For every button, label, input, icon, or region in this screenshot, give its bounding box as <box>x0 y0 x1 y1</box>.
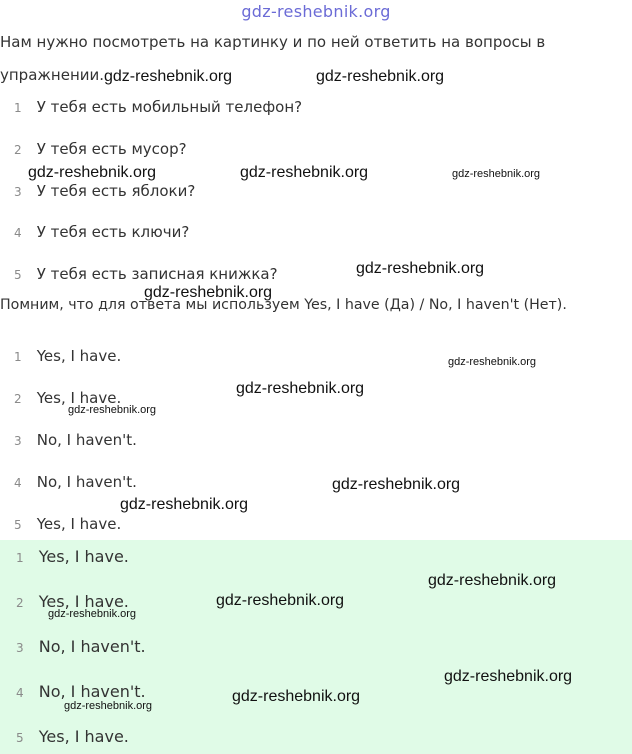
item-text: No, I haven't. <box>38 637 146 656</box>
list-item <box>14 97 302 116</box>
watermark-text: gdz-reshebnik.org <box>452 168 541 180</box>
item-text: Yes, I have. <box>36 515 122 533</box>
item-number: 2 <box>16 596 24 610</box>
watermark-text: gdz-reshebnik.org <box>216 592 345 609</box>
watermark-text: gdz-reshebnik.org <box>356 260 485 277</box>
item-text: No, I haven't. <box>38 682 146 701</box>
item-number: 2 <box>14 143 22 157</box>
item-number: 3 <box>14 434 22 448</box>
list-item <box>16 547 129 566</box>
item-text: У тебя есть мусор? <box>36 140 187 158</box>
item-number: 3 <box>14 185 22 199</box>
item-text: Yes, I have. <box>36 347 122 365</box>
list-item <box>14 181 195 200</box>
watermark-text: gdz-reshebnik.org <box>236 380 365 397</box>
watermark-text: gdz-reshebnik.org <box>428 572 557 589</box>
item-number: 4 <box>14 226 22 240</box>
item-number: 1 <box>14 101 22 115</box>
header-watermark[interactable]: gdz-reshebnik.org <box>241 2 391 21</box>
item-text: No, I haven't. <box>36 431 137 449</box>
item-number: 4 <box>16 686 24 700</box>
item-text: Yes, I have. <box>38 727 129 746</box>
watermark-text: gdz-reshebnik.org <box>28 164 157 181</box>
watermark-text: gdz-reshebnik.org <box>316 68 445 85</box>
rule-text: Помним, что для ответа мы используем Yes, I have (Да) / No, I haven't (Нет). <box>0 297 567 313</box>
item-text: У тебя есть ключи? <box>36 223 190 241</box>
watermark-text: gdz-reshebnik.org <box>68 404 157 416</box>
list-item <box>14 264 278 283</box>
item-text: У тебя есть записная книжка? <box>36 265 278 283</box>
list-item <box>14 472 137 491</box>
item-number: 1 <box>16 551 24 565</box>
watermark-text: gdz-reshebnik.org <box>332 476 461 493</box>
item-text: Yes, I have. <box>36 389 122 407</box>
item-text: У тебя есть яблоки? <box>36 182 196 200</box>
watermark-text: gdz-reshebnik.org <box>120 496 249 513</box>
list-item <box>14 514 121 533</box>
list-item <box>14 139 187 158</box>
watermark-text: gdz-reshebnik.org <box>444 668 573 685</box>
watermark-text: gdz-reshebnik.org <box>448 356 537 368</box>
watermark-text: gdz-reshebnik.org <box>240 164 369 181</box>
item-number: 3 <box>16 641 24 655</box>
item-text: No, I haven't. <box>36 473 137 491</box>
list-item <box>16 637 146 656</box>
watermark-text: gdz-reshebnik.org <box>48 608 137 620</box>
intro-line-2: упражнении. <box>0 66 105 84</box>
item-text: У тебя есть мобильный телефон? <box>36 98 303 116</box>
watermark-text: gdz-reshebnik.org <box>64 700 153 712</box>
list-item <box>14 430 137 449</box>
item-number: 4 <box>14 476 22 490</box>
item-number: 2 <box>14 392 22 406</box>
item-number: 5 <box>14 268 22 282</box>
intro-line-1: Нам нужно посмотреть на картинку и по ней ответить на вопросы в <box>0 33 546 51</box>
list-item <box>16 682 146 701</box>
item-number: 5 <box>16 731 24 745</box>
list-item <box>14 222 189 241</box>
list-item <box>14 346 121 365</box>
watermark-text: gdz-reshebnik.org <box>104 68 233 85</box>
item-text: Yes, I have. <box>38 592 129 611</box>
watermark-text: gdz-reshebnik.org <box>232 688 361 705</box>
item-number: 1 <box>14 350 22 364</box>
item-text: Yes, I have. <box>38 547 129 566</box>
list-item <box>16 727 129 746</box>
watermark-text: gdz-reshebnik.org <box>144 284 273 301</box>
item-number: 5 <box>14 518 22 532</box>
